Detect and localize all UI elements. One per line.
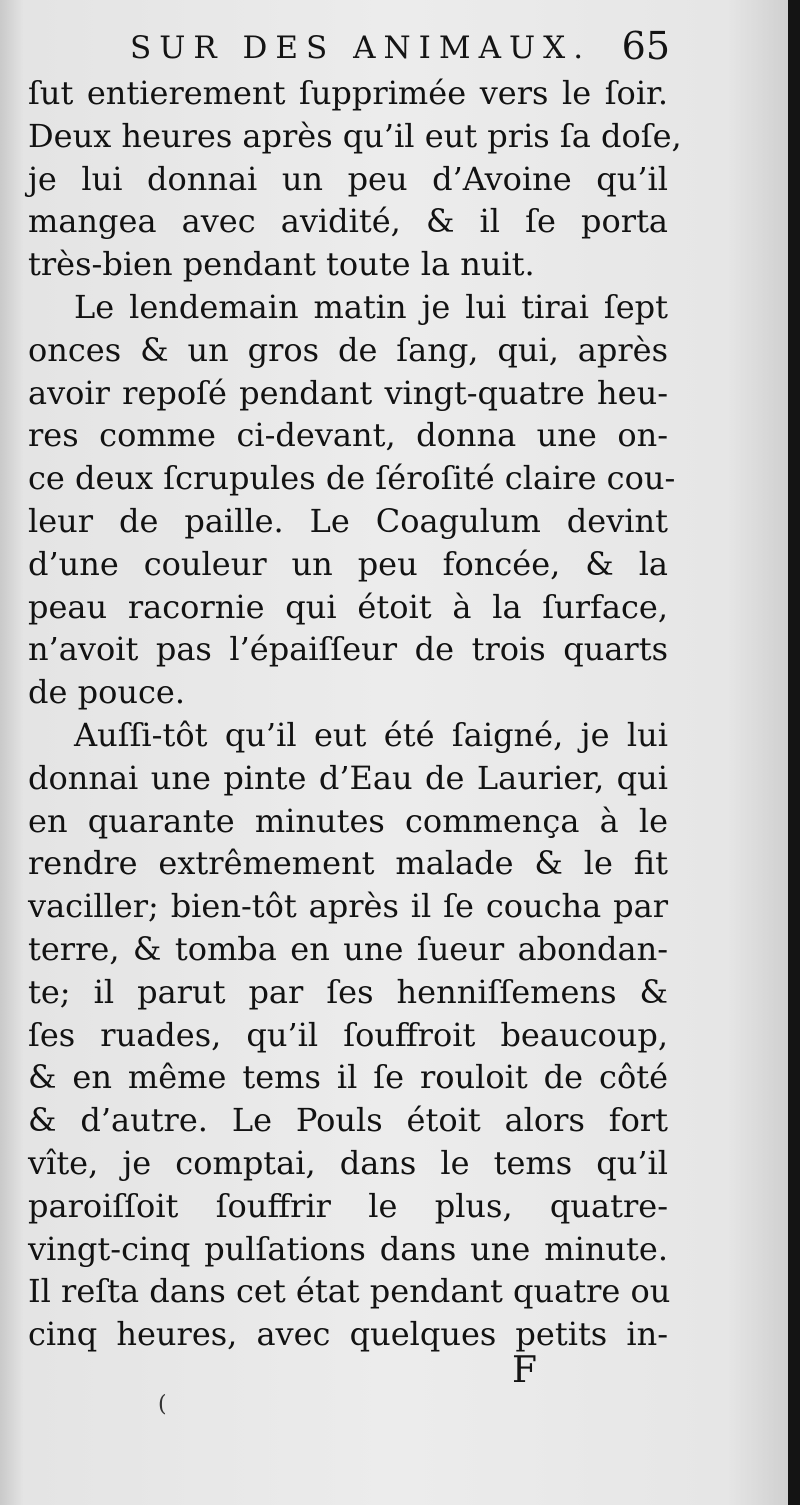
text-line: ſut entierement ſupprimée vers le ſoir. [28,74,668,112]
text-line: Il reſta dans cet état pendant quatre ou [28,1272,671,1311]
page-edge-shadow [788,0,800,1505]
text-line: en quarante minutes commença à le [28,801,668,840]
body-text [28,72,682,1356]
text-line: je lui donnai un peu d’Avoine qu’il [28,159,668,198]
text-line: ce deux ſcrupules de ſéroſité claire cou- [28,459,676,498]
text-line: terre, & tomba en une ſueur abondan- [28,929,668,968]
text-line: onces & un gros de ſang, qui, après [28,330,668,369]
text-line: de pouce. [28,673,185,712]
text-line: vîte, je comptai, dans le tems qu’il [28,1143,668,1182]
text-line: Auſſi-tôt qu’il eut été ſaigné, je lui [74,715,668,754]
text-line: très-bien pendant toute la nuit. [28,245,535,284]
page-number: 65 [621,24,670,68]
text-line: te; il parut par ſes henniſſemens & [28,972,668,1011]
text-line: & en même tems il ſe rouloit de côté [28,1058,668,1097]
text-line: leur de paille. Le Coagulum devint [28,501,668,540]
text-line: vaciller; bien-tôt après il ſe coucha par [28,887,668,926]
text-line: res comme ci-devant, donna une on- [28,416,668,455]
text-line: cinq heures, avec quelques petits in- [28,1315,668,1354]
text-line: avoir repoſé pendant vingt-quatre heu- [28,373,668,412]
text-line: n’avoit pas l’épaiſſeur de trois quarts [28,630,668,669]
text-line: vingt-cinq pulſations dans une minute. [28,1229,668,1268]
text-line: d’une couleur un peu foncée, & la [28,544,668,583]
text-line: mangea avec avidité, & il ſe porta [28,202,668,241]
text-line: rendre extrêmement malade & le fit [28,844,668,883]
text-line: Le lendemain matin je lui tirai ſept [74,287,668,326]
text-line: & d’autre. Le Pouls étoit alors fort [28,1101,668,1140]
text-line: ſes ruades, qu’il ſouffroit beaucoup, [28,1015,668,1054]
ink-speck: ( [158,1392,167,1417]
running-title: SUR DES ANIMAUX. [130,30,592,66]
page-header [130,22,670,72]
text-line: Deux heures après qu’il eut pris ſa doſe, [28,116,682,155]
text-line: donnai une pinte d’Eau de Laurier, qui [28,758,668,797]
signature-mark: F [512,1350,537,1391]
text-line: peau racornie qui étoit à la ſurface, [28,587,668,626]
text-line: paroiſſoit ſouffrir le plus, quatre- [28,1186,668,1225]
